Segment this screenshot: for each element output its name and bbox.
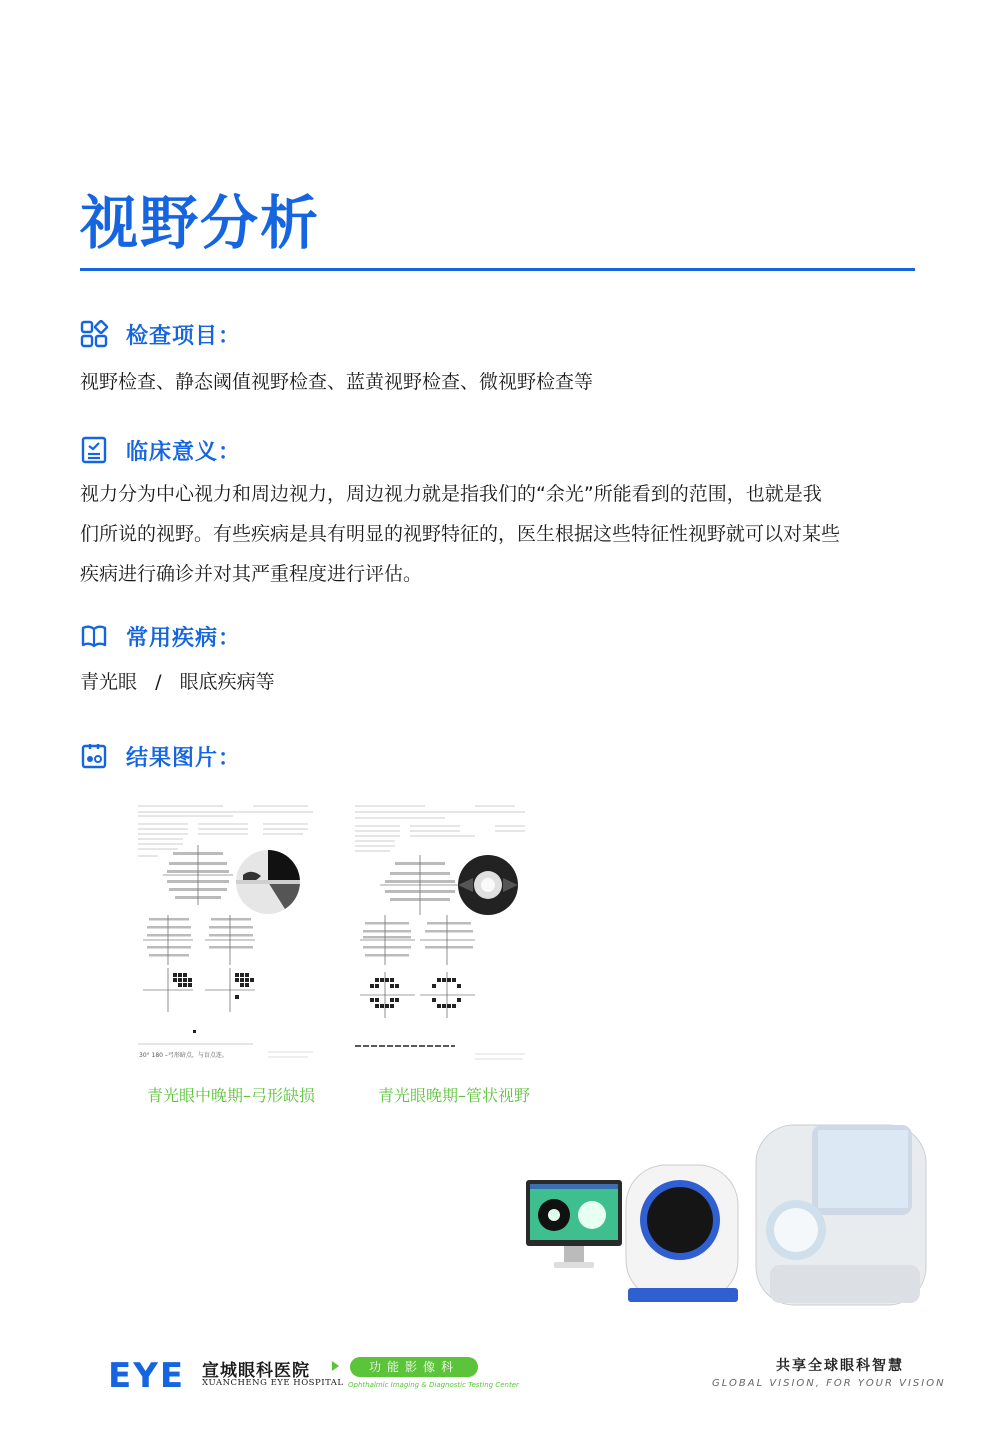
section-clinical-header bbox=[80, 434, 241, 466]
report-footnote: 30° 180 –弓形暗点，与盲点连。 bbox=[139, 1052, 228, 1059]
picture-card-icon bbox=[80, 742, 108, 770]
perimeter-equipment-photo bbox=[520, 1120, 940, 1310]
section-results-header bbox=[80, 740, 241, 772]
hospital-name-cn: 宣城眼科医院 bbox=[202, 1361, 310, 1381]
hospital-name-en: XUANCHENG EYE HOSPITAL bbox=[202, 1378, 344, 1388]
section-diseases-heading: 常用疾病： bbox=[126, 625, 242, 651]
play-arrow-icon bbox=[332, 1361, 339, 1371]
report-icon bbox=[80, 436, 108, 464]
section-diseases-header bbox=[80, 620, 241, 652]
department-badge: 功能影像科 bbox=[350, 1357, 478, 1377]
clinical-line: 疾病进行确诊并对其严重程度进行评估。 bbox=[80, 563, 423, 585]
visual-field-report-1 bbox=[133, 800, 328, 1062]
section-diseases-text: 青光眼 / 眼底疾病等 bbox=[80, 671, 275, 693]
footer-slogan-en: GLOBAL VISION, FOR YOUR VISION bbox=[712, 1378, 946, 1389]
title-divider bbox=[80, 268, 915, 271]
section-clinical-body bbox=[80, 474, 920, 594]
apps-grid-icon bbox=[80, 320, 108, 348]
page-title: 视野分析 bbox=[80, 189, 321, 257]
result-caption-1: 青光眼中晚期–弓形缺损 bbox=[146, 1086, 315, 1105]
section-results-heading: 结果图片： bbox=[126, 745, 242, 771]
section-items-text: 视野检查、静态阈值视野检查、蓝黄视野检查、微视野检查等 bbox=[80, 371, 594, 393]
clinical-line: 们所说的视野。有些疾病是具有明显的视野特征的，医生根据这些特征性视野就可以对某些 bbox=[80, 523, 841, 545]
section-items-header bbox=[80, 318, 241, 350]
footer-slogan: 共享全球眼科智慧 bbox=[776, 1358, 904, 1374]
section-items-heading: 检查项目： bbox=[126, 323, 242, 349]
section-clinical-heading: 临床意义： bbox=[126, 439, 242, 465]
hospital-logo-mark: EYE bbox=[108, 1356, 186, 1396]
department-name-en: Ophthalmic Imaging & Diagnostic Testing Center bbox=[348, 1381, 519, 1389]
result-caption-2: 青光眼晚期–管状视野 bbox=[377, 1086, 530, 1105]
clinical-line: 视力分为中心视力和周边视力，周边视力就是指我们的“余光”所能看到的范围，也就是我 bbox=[80, 483, 822, 505]
open-book-icon bbox=[80, 622, 108, 650]
visual-field-report-2 bbox=[345, 800, 540, 1062]
